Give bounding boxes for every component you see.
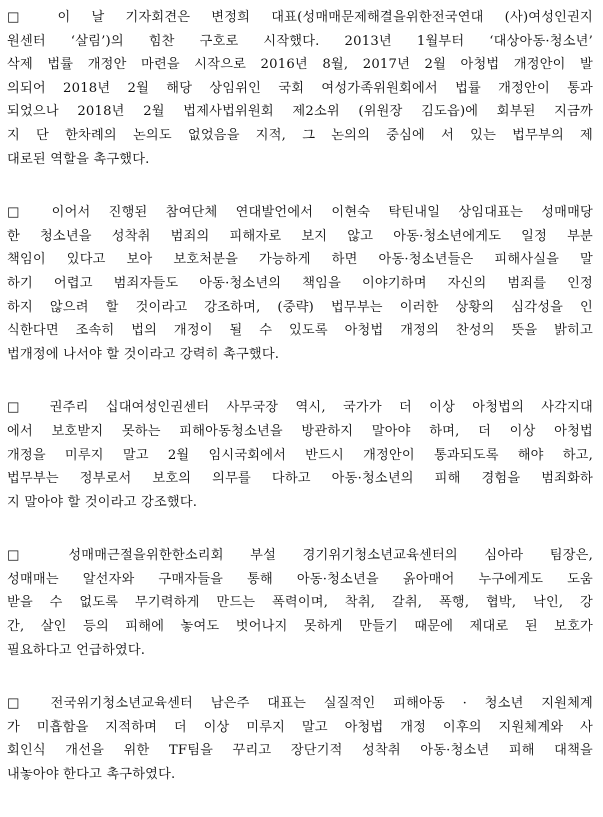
text-line: 의되어 2018년 2월 해당 상임위인 국회 여성가족위원회에서 법률 개정안이 통과 [7, 80, 593, 96]
text-line: 성매매는 알선자와 구매자들을 통해 아동·청소년을 옭아매어 누구에게도 도움 [7, 571, 593, 587]
text-line: 식한다면 조속히 법의 개정이 될 수 있도록 아청법 개정의 찬성의 뜻을 밝히고 [7, 323, 593, 339]
text-line: □ 전국위기청소년교육센터 남은주 대표는 실질적인 피해아동 · 청소년 지원체계 [7, 696, 593, 712]
text-line: 내놓아야 한다고 촉구하였다. [7, 767, 176, 783]
text-line: 책임이 있다고 보아 보호처분을 가능하게 하면 아동·청소년들은 피해사실을 말 [7, 252, 593, 268]
text-line: 한 청소년을 성착취 범죄의 피해자로 보지 않고 아동·청소년에게도 일정 부분 [7, 228, 593, 244]
text-line: 받을 수 없도록 무기력하게 만드는 폭력이며, 착취, 갈취, 폭행, 협박, 낙인, 강 [7, 595, 593, 611]
text-line: 하기 어렵고 범죄자들도 아동·청소년의 책임을 이야기하며 자신의 범죄를 인정 [7, 275, 593, 291]
text-line: □ 이어서 진행된 참여단체 연대발언에서 이현숙 탁틴내일 상임대표는 성매매당 [7, 205, 593, 221]
text-line: 필요하다고 언급하였다. [7, 642, 146, 658]
paragraph-kwon-juri [7, 396, 593, 514]
paragraph-lee-hyunsook [7, 201, 593, 366]
text-line: 법무부는 정부로서 보호의 의무를 다하고 아동·청소년의 피해 경험을 범죄화하 [7, 471, 593, 487]
text-line: 삭제 법률 개정안 마련을 시작으로 2016년 8월, 2017년 2월 아청법 개정안이 발 [7, 57, 593, 73]
text-line: 지 단 한차례의 논의도 없었음을 지적, 그 논의의 중심에 서 있는 법무부의 제 [7, 127, 593, 143]
paragraph-press-conference [7, 6, 593, 171]
document-body [7, 6, 593, 817]
text-line: 하지 않으려 할 것이라고 강조하며, (중략) 법무부는 이러한 상황의 심각성을 인 [7, 299, 593, 315]
text-line: 대로된 역할을 촉구했다. [7, 151, 150, 167]
text-line: 개정을 미루지 말고 2월 임시국회에서 반드시 개정안이 통과되도록 해야 하고, [7, 447, 593, 463]
paragraph-nam-eunju [7, 692, 593, 786]
text-line: 에서 보호받지 못하는 피해아동청소년을 방관하지 말아야 하며, 더 이상 아청법 [7, 423, 593, 439]
text-line: 법개정에 나서야 할 것이라고 강력히 촉구했다. [7, 346, 280, 362]
text-line: 지 말아야 할 것이라고 강조했다. [7, 494, 198, 510]
text-line: □ 권주리 십대여성인권센터 사무국장 역시, 국가가 더 이상 아청법의 사각지대 [7, 400, 593, 416]
text-line: 되었으나 2018년 2월 법제사법위원회 제2소위 (위원장 김도읍)에 회부된 지금까 [7, 104, 593, 120]
text-line: □ 성매매근절을위한한소리회 부설 경기위기청소년교육센터의 심아라 팀장은, [7, 548, 593, 564]
text-line: □ 이 날 기자회견은 변정희 대표(성매매문제해결을위한전국연대 (사)여성인권지 [7, 10, 593, 25]
text-line: 회인식 개선을 위한 TF팀을 꾸리고 장단기적 성착취 아동·청소년 피해 대책을 [7, 743, 593, 759]
paragraph-sim-ara [7, 544, 593, 662]
text-line: 원센터 ‘살림’)의 힘찬 구호로 시작했다. 2013년 1월부터 ‘대상아동·청소년’ [7, 33, 593, 49]
text-line: 간, 살인 등의 피해에 놓여도 벗어나지 못하게 만들기 때문에 제대로 된 보호가 [7, 619, 593, 635]
text-line: 가 미흡함을 지적하며 더 이상 미루지 말고 아청법 개정 이후의 지원체계와 사 [7, 719, 593, 735]
